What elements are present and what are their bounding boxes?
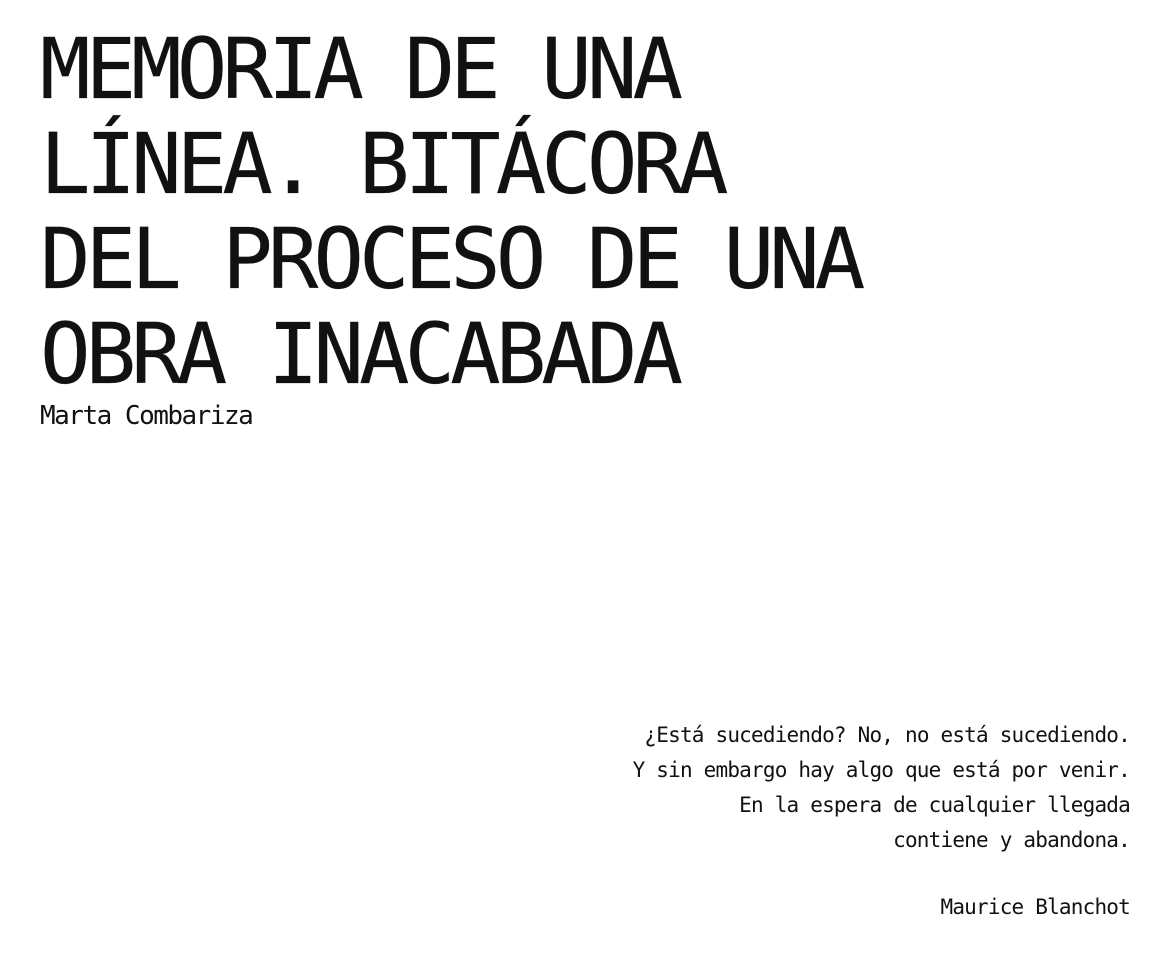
epigraph-attribution: Maurice Blanchot — [940, 895, 1130, 919]
quote-line: contiene y abandona. — [893, 828, 1130, 852]
quote-line: En la espera de cualquier llegada — [739, 793, 1130, 817]
title-line: DEL PROCESO DE UNA — [40, 210, 861, 308]
quote-line: Y sin embargo hay algo que está por venir. — [632, 758, 1130, 782]
title-line: MEMORIA DE UNA — [40, 20, 679, 118]
page-title — [40, 22, 1140, 402]
title-line: LÍNEA. BITÁCORA — [40, 115, 724, 213]
title-line: OBRA INACABADA — [40, 305, 679, 403]
author-name: Marta Combariza — [40, 401, 253, 431]
epigraph-quote — [633, 718, 1130, 858]
quote-line: ¿Está sucediendo? No, no está sucediendo. — [644, 723, 1130, 747]
